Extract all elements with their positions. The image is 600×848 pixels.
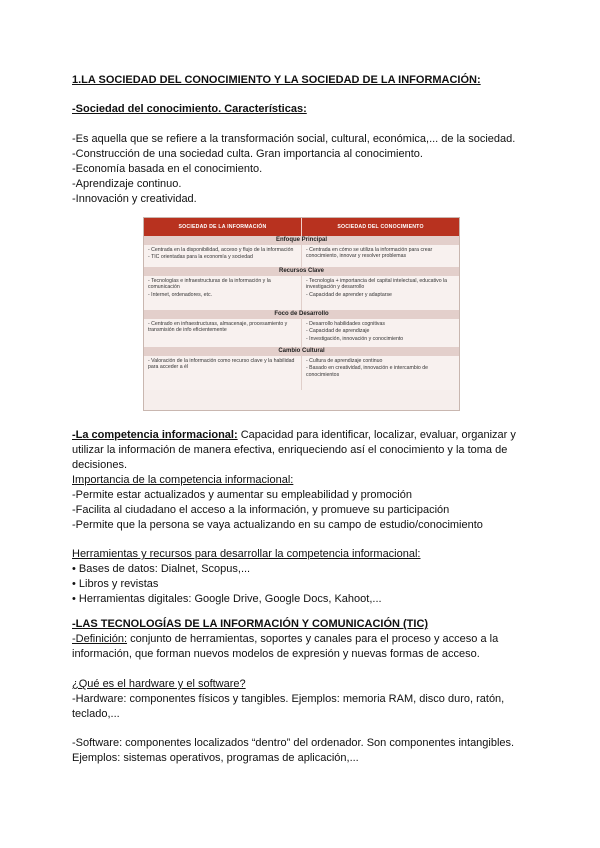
table-section-title: Recursos Clave [144,267,459,276]
table-cell: - Investigación, innovación y conocimiento [306,335,404,342]
definition-text: conjunto de herramientas, soportes y canales para el proceso y acceso a la información, que forman nuevos modelos de expresión y nuevas formas de acceso. [72,633,499,660]
table-row [144,356,459,390]
section-heading-competence: -La competencia informacional: [72,429,238,441]
table-header-knowledge-society: SOCIEDAD DEL CONOCIMIENTO [337,223,424,230]
table-cell: - Basado en creatividad, innovación e intercambio de conocimientos [306,365,428,378]
table-section-title: Foco de Desarrollo [144,310,459,319]
list-item: -Permite que la persona se vaya actualizando en su campo de estudio/conocimiento [72,519,483,531]
table-section-title: Cambio Cultural [144,347,459,356]
table-header-info-society: SOCIEDAD DE LA INFORMACIÓN [144,218,302,236]
comparison-table [143,217,460,411]
table-cell: - Cultura de aprendizaje continuo [306,358,383,364]
list-item: • Herramientas digitales: Google Drive, Google Docs, Kahoot,... [72,593,382,605]
table-cell: - Centrada en la disponibilidad, acceso y flujo de la información [148,247,294,253]
section-heading-tic: -LAS TECNOLOGÍAS DE LA INFORMACIÓN Y COMUNICACIÓN (TIC) [72,618,429,630]
list-item: • Bases de datos: Dialnet, Scopus,... [72,563,251,575]
list-item: -Construcción de una sociedad culta. Gran importancia al conocimiento. [72,148,423,160]
table-cell: - Tecnologías e infraestructuras de la información y la comunicación [148,278,271,291]
hardware-paragraph: -Hardware: componentes físicos y tangibles. Ejemplos: memoria RAM, disco duro, ratón, teclado,... [72,693,505,720]
list-item: -Permite estar actualizados y aumentar su empleabilidad y promoción [72,489,412,501]
table-cell: - Centrada en cómo se utiliza la información para crear conocimiento, innovar y resolver problemas [306,247,433,260]
table-row [144,276,459,310]
importance-heading: Importancia de la competencia informacional: [72,474,294,486]
table-header [144,218,459,236]
list-item: -Economía basada en el conocimiento. [72,163,263,175]
definition-label: -Definición: [72,633,128,645]
tools-heading: Herramientas y recursos para desarrollar la competencia informacional: [72,548,421,560]
table-row [144,245,459,267]
competence-paragraph [72,428,534,473]
hardware-software-question: ¿Qué es el hardware y el software? [72,678,246,690]
section-heading-knowledge-society: -Sociedad del conocimiento. Características: [72,103,307,115]
page-title: 1.LA SOCIEDAD DEL CONOCIMIENTO Y LA SOCIEDAD DE LA INFORMACIÓN: [72,74,481,86]
table-cell: - Centrado en infraestructuras, almacenaje, procesamiento y transmisión de info eficientemente [148,321,288,334]
table-cell: - Valoración de la información como recurso clave y la habilidad para acceder a él [148,358,295,371]
table-row [144,319,459,347]
software-paragraph: -Software: componentes localizados “dentro” del ordenador. Son componentes intangibles. Ejemplos: sistemas operativos, programas de aplicación,... [72,737,515,764]
table-cell: - Tecnología + importancia del capital intelectual, educativo la investigación y desarrollo [306,278,448,291]
list-item: -Es aquella que se refiere a la transformación social, cultural, económica,... de la sociedad. [72,133,516,145]
table-section-title: Enfoque Principal [144,236,459,245]
table-cell: - Desarrollo habilidades cognitivas [306,321,386,327]
list-item: -Innovación y creatividad. [72,193,197,205]
list-item: -Facilita al ciudadano el acceso a la información, y promueve su participación [72,504,450,516]
list-item: • Libros y revistas [72,578,159,590]
table-cell: - Capacidad de aprender y adaptarse [306,291,392,298]
tic-definition-paragraph [72,632,534,662]
list-item: -Aprendizaje continuo. [72,178,182,190]
competence-definition: Capacidad para identificar, localizar, evaluar, organizar y utilizar la información de manera efectiva, enriqueciendo así el conocimiento y la toma de decisiones. [72,429,516,471]
table-cell: - Capacidad de aprendizaje [306,328,370,335]
table-cell: - TIC orientadas para la economía y sociedad [148,254,253,261]
table-cell: - Internet, ordenadores, etc. [148,291,213,298]
